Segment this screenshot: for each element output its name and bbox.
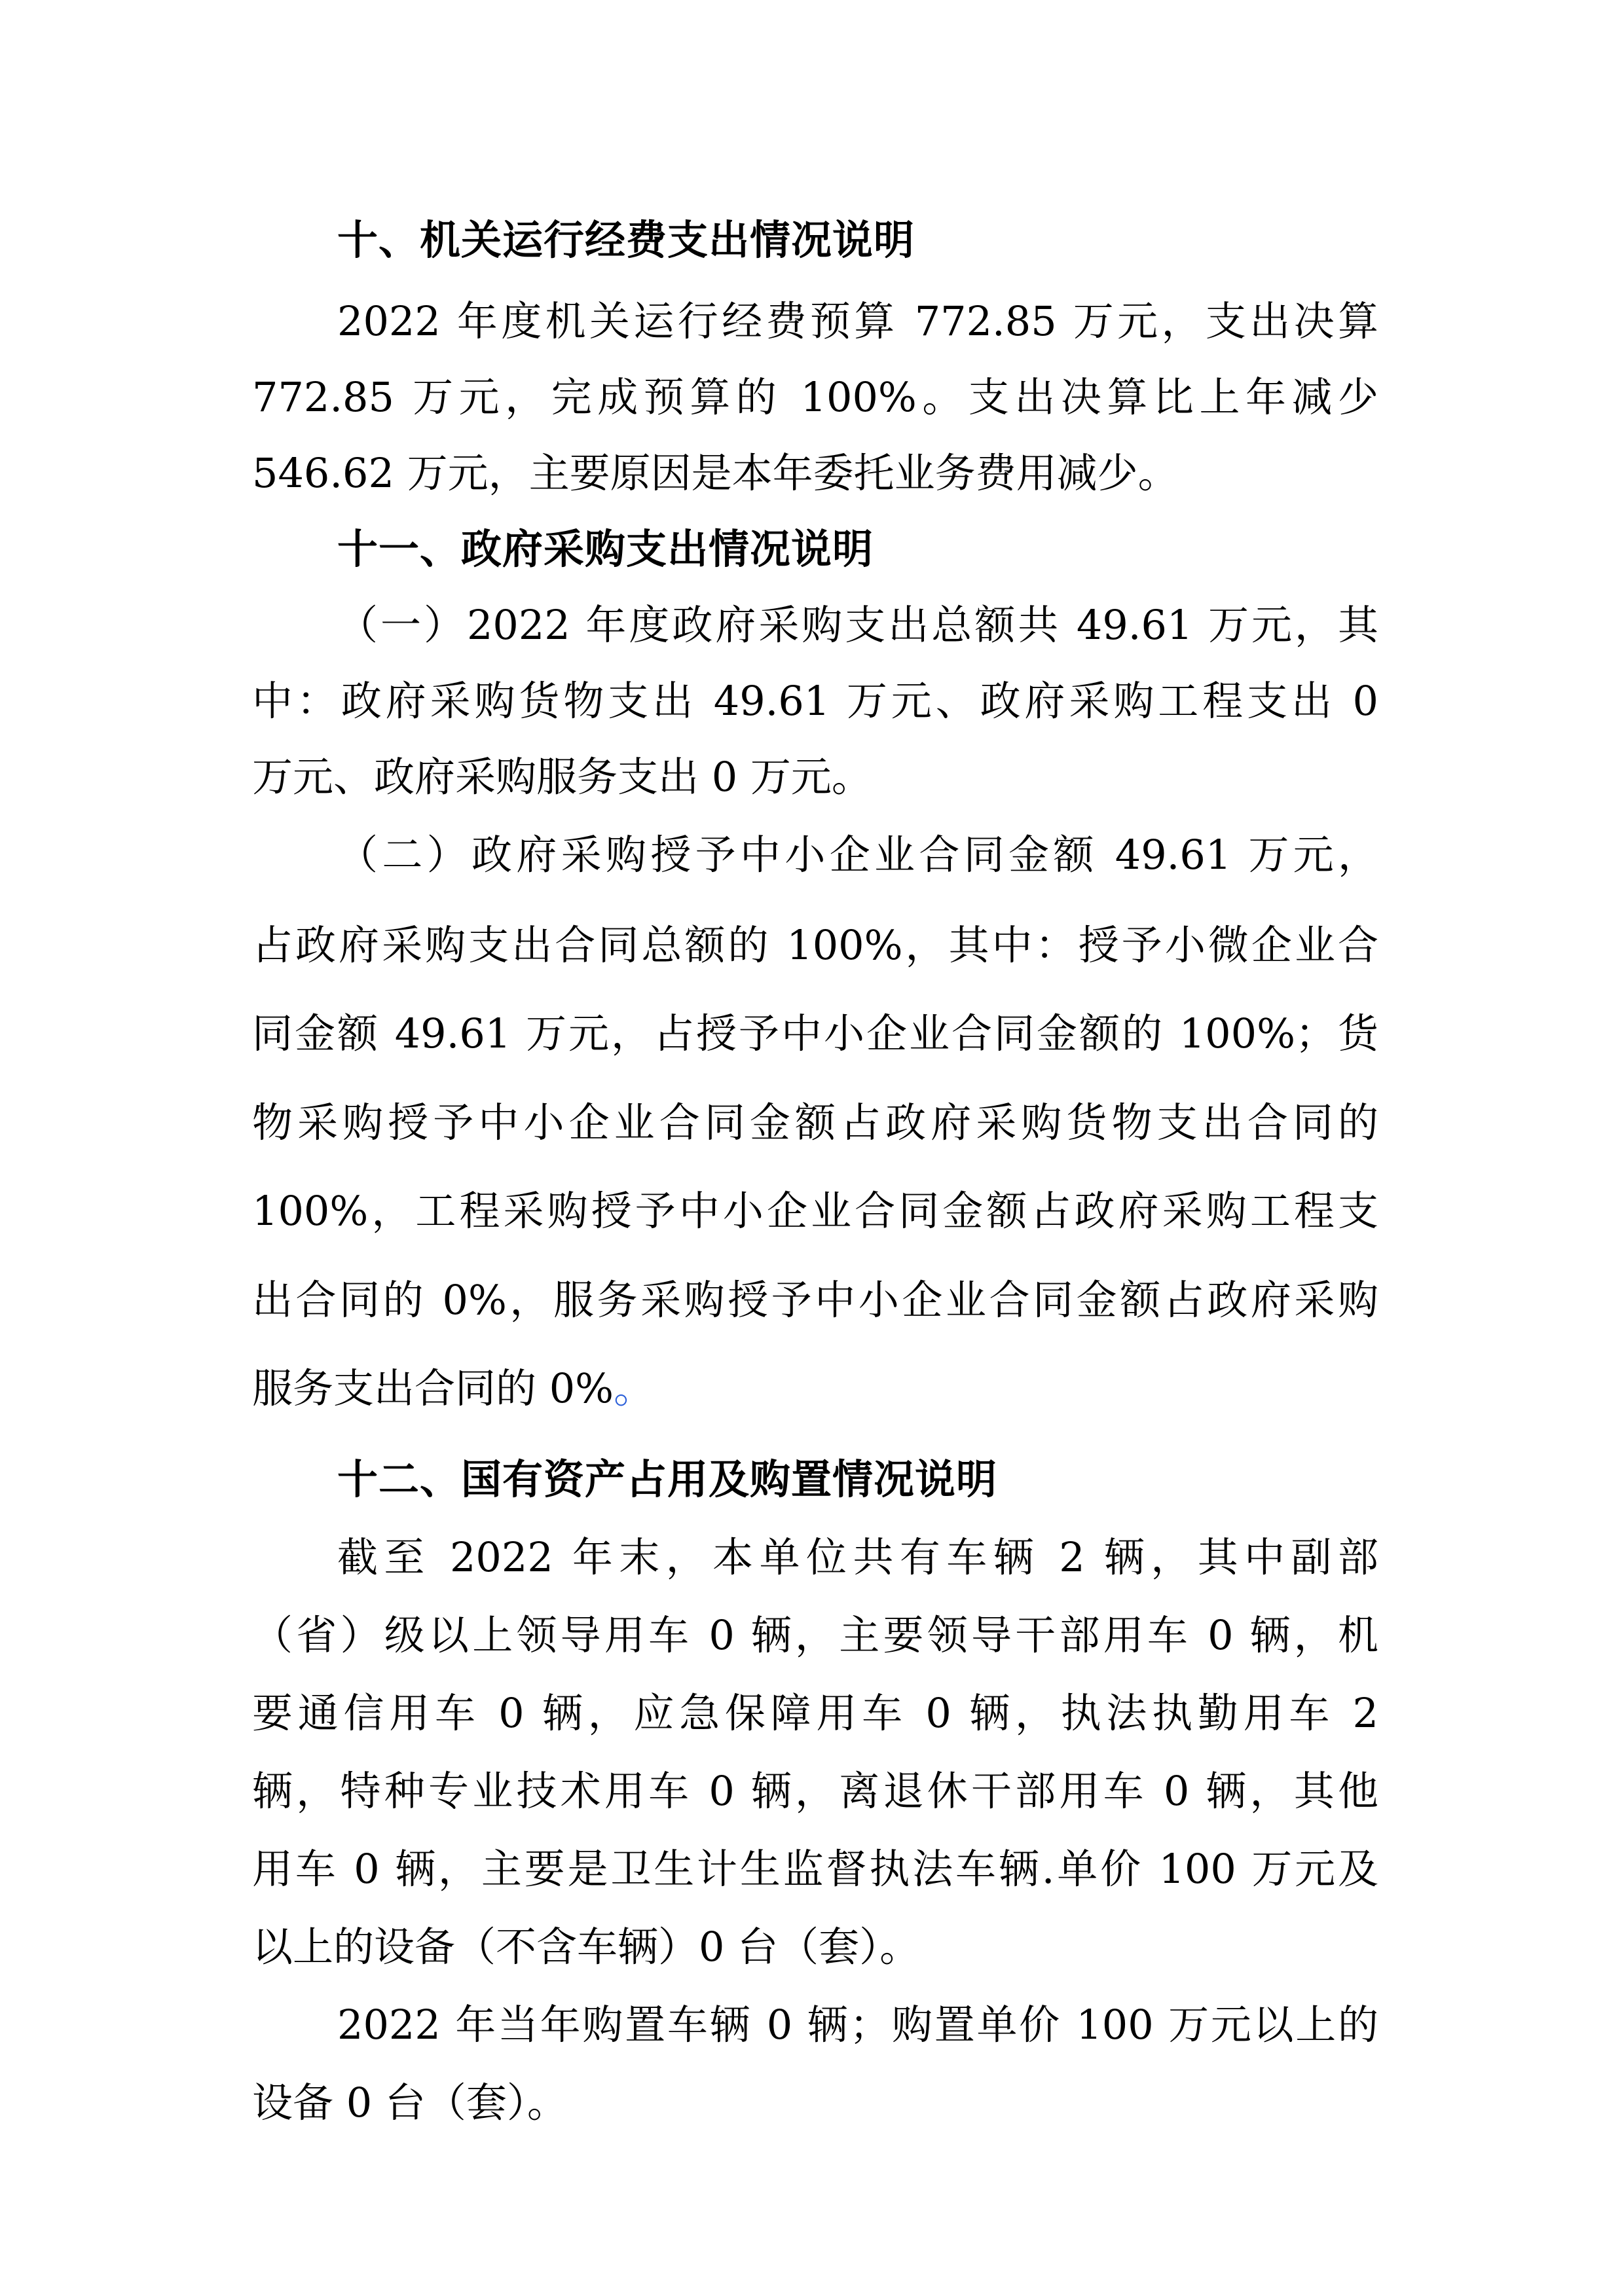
paragraph-line: 2022 年当年购置车辆 0 辆；购置单价 100 万元以上的 xyxy=(337,2001,1378,2049)
paragraph-line: （省）级以上领导用车 0 辆，主要领导干部用车 0 辆，机 xyxy=(252,1611,1378,1659)
paragraph-line: （一）2022 年度政府采购支出总额共 49.61 万元，其 xyxy=(337,601,1378,649)
paragraph-line: 以上的设备（不含车辆）0 台（套）。 xyxy=(252,1923,921,1971)
paragraph-line: 546.62 万元，主要原因是本年委托业务费用减少。 xyxy=(252,449,1179,497)
closing-period: 。 xyxy=(614,1364,655,1412)
paragraph-line: 中：政府采购货物支出 49.61 万元、政府采购工程支出 0 xyxy=(252,677,1378,725)
paragraph-line: 设备 0 台（套）。 xyxy=(252,2079,568,2126)
paragraph-line: 同金额 49.61 万元，占授予中小企业合同金额的 100%；货 xyxy=(252,1010,1378,1057)
paragraph-line: 截至 2022 年末，本单位共有车辆 2 辆，其中副部 xyxy=(337,1533,1378,1581)
paragraph-line: 772.85 万元，完成预算的 100%。支出决算比上年减少 xyxy=(252,373,1378,421)
paragraph-line: （二）政府采购授予中小企业合同金额 49.61 万元， xyxy=(337,831,1378,879)
paragraph-line: 物采购授予中小企业合同金额占政府采购货物支出合同的 xyxy=(252,1099,1378,1146)
section-heading-12: 十二、国有资产占用及购置情况说明 xyxy=(337,1455,998,1503)
paragraph-line: 出合同的 0%，服务采购授予中小企业合同金额占政府采购 xyxy=(252,1276,1378,1324)
paragraph-line: 要通信用车 0 辆，应急保障用车 0 辆，执法执勤用车 2 xyxy=(252,1689,1378,1737)
paragraph-line: 100%，工程采购授予中小企业合同金额占政府采购工程支 xyxy=(252,1187,1378,1235)
paragraph-line: 占政府采购支出合同总额的 100%，其中：授予小微企业合 xyxy=(252,921,1378,969)
section-heading-11: 十一、政府采购支出情况说明 xyxy=(337,525,874,573)
paragraph-line-text: 服务支出合同的 0% xyxy=(252,1364,614,1412)
section-heading-10: 十、机关运行经费支出情况说明 xyxy=(337,216,915,264)
paragraph-line-final xyxy=(252,1364,1378,1412)
paragraph-line: 2022 年度机关运行经费预算 772.85 万元，支出决算 xyxy=(337,297,1378,345)
paragraph-line: 辆，特种专业技术用车 0 辆，离退休干部用车 0 辆，其他 xyxy=(252,1767,1378,1815)
paragraph-line: 万元、政府采购服务支出 0 万元。 xyxy=(252,753,872,801)
paragraph-line: 用车 0 辆，主要是卫生计生监督执法车辆.单价 100 万元及 xyxy=(252,1845,1378,1893)
